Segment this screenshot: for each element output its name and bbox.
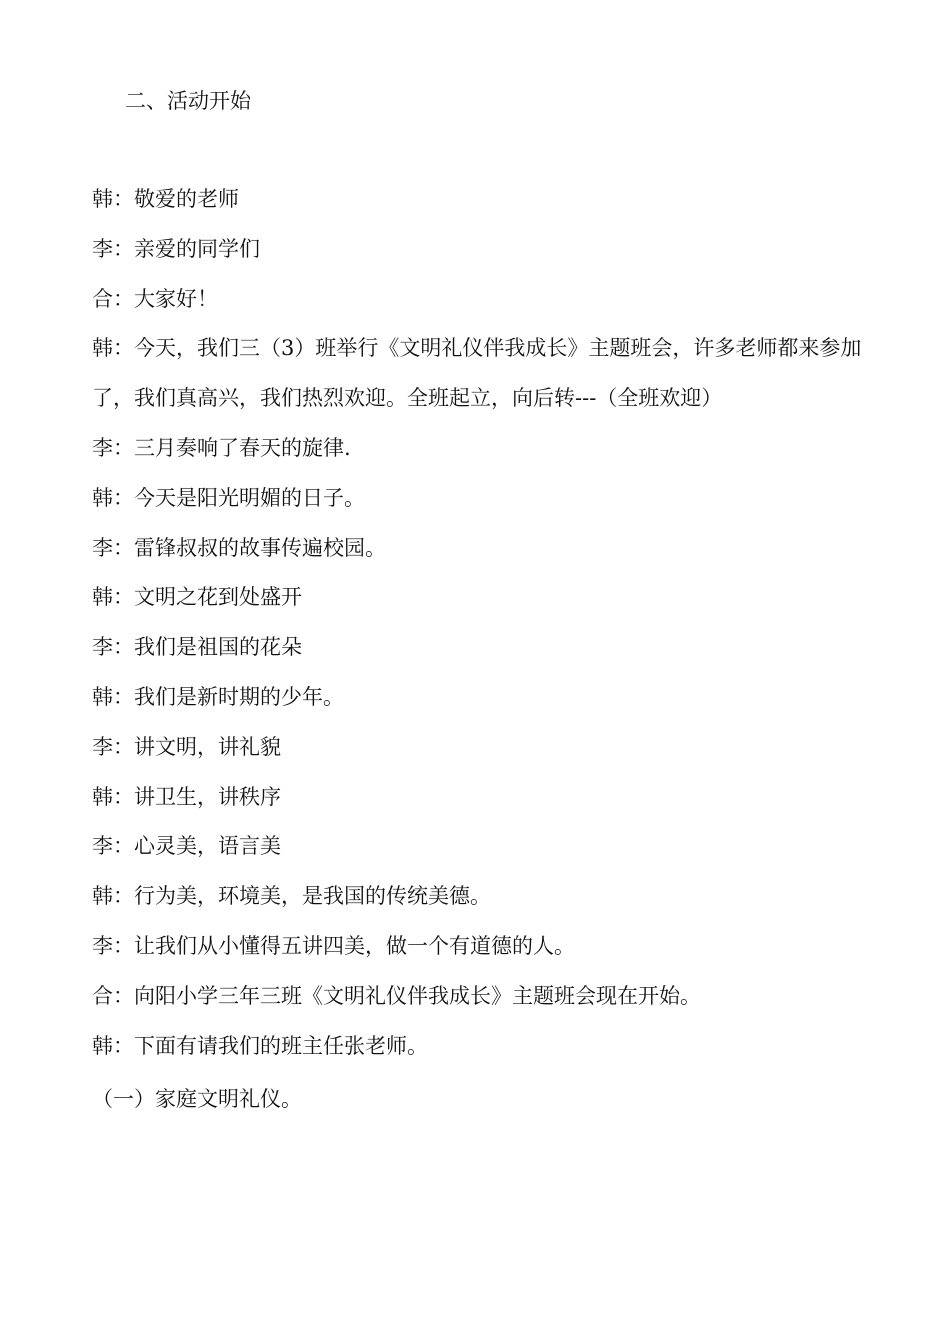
dialogue-line: 李：亲爱的同学们 bbox=[92, 236, 260, 261]
section-heading: 二、活动开始 bbox=[125, 89, 251, 113]
dialogue-line: 李：讲文明，讲礼貌 bbox=[92, 734, 281, 759]
dialogue-line: 韩：敬爱的老师 bbox=[92, 187, 239, 211]
dialogue-line: 韩：行为美，环境美，是我国的传统美德。 bbox=[92, 884, 491, 909]
dialogue-line: 韩：我们是新时期的少年。 bbox=[92, 684, 344, 709]
dialogue-line: 韩：文明之花到处盛开 bbox=[92, 585, 302, 610]
dialogue-line: 李：心灵美，语言美 bbox=[92, 834, 281, 859]
dialogue-line: 李：雷锋叔叔的故事传遍校园。 bbox=[92, 535, 386, 560]
dialogue-line: 李：我们是祖国的花朵 bbox=[92, 635, 302, 660]
dialogue-line: 韩：讲卫生，讲秩序 bbox=[92, 784, 281, 809]
dialogue-line: 合：向阳小学三年三班《文明礼仪伴我成长》主题班会现在开始。 bbox=[92, 983, 701, 1008]
sub-heading: （一）家庭文明礼仪。 bbox=[92, 1087, 302, 1111]
dialogue-line: 韩：下面有请我们的班主任张老师。 bbox=[92, 1033, 428, 1058]
dialogue-line: 李：三月奏响了春天的旋律. bbox=[92, 435, 351, 460]
dialogue-line: 李：让我们从小懂得五讲四美，做一个有道德的人。 bbox=[92, 933, 575, 958]
dialogue-block bbox=[92, 175, 862, 1071]
dialogue-line: 韩：今天是阳光明媚的日子。 bbox=[92, 485, 365, 510]
dialogue-line: 合：大家好！ bbox=[92, 286, 218, 311]
dialogue-line: 韩：今天，我们三（3）班举行《文明礼仪伴我成长》主题班会，许多老师都来参加了，我们真高兴，我们热烈欢迎。全班起立，向后转---（全班欢迎） bbox=[92, 336, 862, 411]
